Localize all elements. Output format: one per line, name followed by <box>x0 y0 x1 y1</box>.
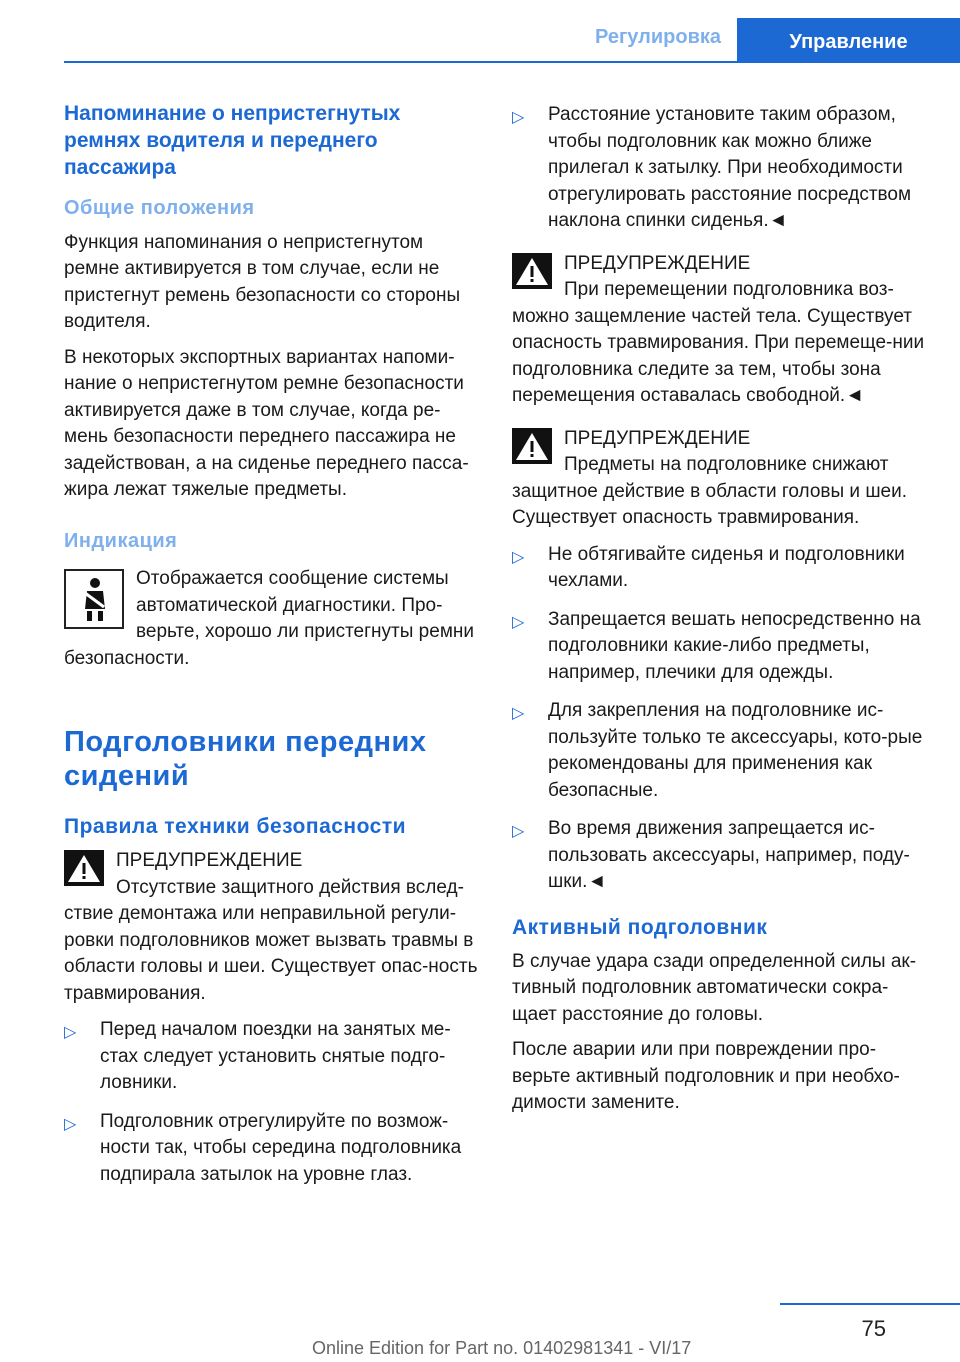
list-item: ▷ Не обтягивайте сиденья и подголовники чехлами. <box>512 543 905 591</box>
triangle-bullet-icon: ▷ <box>512 705 525 722</box>
heading-indication: Индикация <box>64 529 178 552</box>
heading-seatbelt-reminder: Напоминание о непристегнутых ремнях водителя и переднего пассажира <box>64 102 401 179</box>
triangle-bullet-icon: ▷ <box>64 1115 77 1133</box>
paragraph-indication: Отображается сообщение системы автоматической диагностики. Про-верьте, хорошо ли пристегнуты ремни безопасности. <box>64 568 474 669</box>
list-item: ▷ Подголовник отрегулируйте по возмож-ности так, чтобы середина подголовника подпирала затылок на уровне глаз. <box>64 1110 462 1185</box>
triangle-bullet-icon: ▷ <box>512 548 525 566</box>
warning-block-1 <box>64 848 480 1007</box>
warning-text: защитное действие в области головы и шеи. Существует опасность травмирования. <box>512 480 908 528</box>
tab-adjustment[interactable]: Регулировка <box>594 26 721 48</box>
heading-front-headrests: Подголовники передних сидений <box>64 726 427 792</box>
page-number: 75 <box>861 1316 886 1341</box>
warning-triangle-icon <box>64 850 104 886</box>
warning-block-2 <box>512 251 928 410</box>
tab-controls[interactable]: Управление <box>737 18 960 62</box>
heading-active-headrest: Активный подголовник <box>512 915 768 939</box>
header-rule <box>64 61 960 63</box>
seatbelt-icon <box>64 569 124 629</box>
objects-bullet-list <box>512 542 928 896</box>
distance-bullet-list <box>512 102 928 235</box>
warning-block-3 <box>512 426 928 532</box>
warning-label: ПРЕДУПРЕЖДЕНИЕ <box>116 850 303 871</box>
warning-text-first-line: Отсутствие защитного действия вслед- <box>116 876 464 898</box>
warning-text: можно защемление частей тела. Существует опасность травмирования. При перемеще-нии подголовника следите за тем, чтобы зона перемещения оставалась свободной.◄ <box>512 305 925 406</box>
paragraph-export-variants: В некоторых экспортных вариантах напоми-нание о непристегнутом ремне безопасности активируется даже в том случае, когда ре-мень безопасности переднего пассажира не задействован, а на сиденье переднего пасса-жира лежат тяжелые предметы. <box>64 346 469 500</box>
triangle-bullet-icon: ▷ <box>512 613 525 631</box>
warning-triangle-icon <box>512 253 552 289</box>
warning-text-first-line: При перемещении подголовника воз- <box>564 279 894 300</box>
warning-text-first-line: Предметы на подголовнике снижают <box>564 454 889 475</box>
list-item: ▷ Запрещается вешать непосредственно на подголовники какие-либо предметы, например, плечики для одежды. <box>512 608 921 683</box>
heading-general: Общие положения <box>64 197 255 219</box>
triangle-bullet-icon: ▷ <box>512 109 525 126</box>
list-item: ▷ Для закрепления на подголовнике ис-пользуйте только те аксессуары, кото-рые рекомендованы для применения как безопасные. <box>512 700 923 801</box>
paragraph-reminder-function: Функция напоминания о непристегнутом ремне активируется в том случае, если не пристегнут ремень безопасности со стороны водителя. <box>64 231 461 332</box>
warning-text: ствие демонтажа или неправильной регули-ровки подголовников может вызвать травмы в области головы и шеи. Существует опас-ность травмирования. <box>64 903 478 1004</box>
warning-label: ПРЕДУПРЕЖДЕНИЕ <box>564 252 751 274</box>
left-column <box>64 100 480 1200</box>
triangle-bullet-icon: ▷ <box>64 1024 77 1041</box>
paragraph-active-headrest-1: В случае удара сзади определенной силы ак-тивный подголовник автоматически сокра-щает расстояние до головы. <box>512 950 917 1025</box>
list-item: ▷ Перед началом поездки на занятых ме-стах следует установить снятые подго-ловники. <box>64 1019 451 1093</box>
edition-note: Online Edition for Part no. 01402981341 - VI/17 <box>312 1338 692 1358</box>
indication-block <box>64 566 480 672</box>
triangle-bullet-icon: ▷ <box>512 823 525 840</box>
footer-rule <box>780 1303 960 1305</box>
paragraph-active-headrest-2: После аварии или при повреждении про-верьте активный подголовник и при необхо-димости замените. <box>512 1039 900 1113</box>
page-header <box>0 0 960 62</box>
headrest-bullet-list <box>64 1017 480 1188</box>
heading-safety-rules: Правила техники безопасности <box>64 815 407 838</box>
list-item: ▷ Во время движения запрещается ис-пользовать аксессуары, например, поду-шки.◄ <box>512 818 910 892</box>
warning-triangle-icon <box>512 428 552 464</box>
list-item: ▷ Расстояние установите таким образом, чтобы подголовник как можно ближе прилегал к затылку. При необходимости отрегулировать расстояние посредством наклона спинки сиденья.◄ <box>512 104 912 231</box>
right-column <box>512 102 928 1126</box>
warning-label: ПРЕДУПРЕЖДЕНИЕ <box>564 427 751 449</box>
